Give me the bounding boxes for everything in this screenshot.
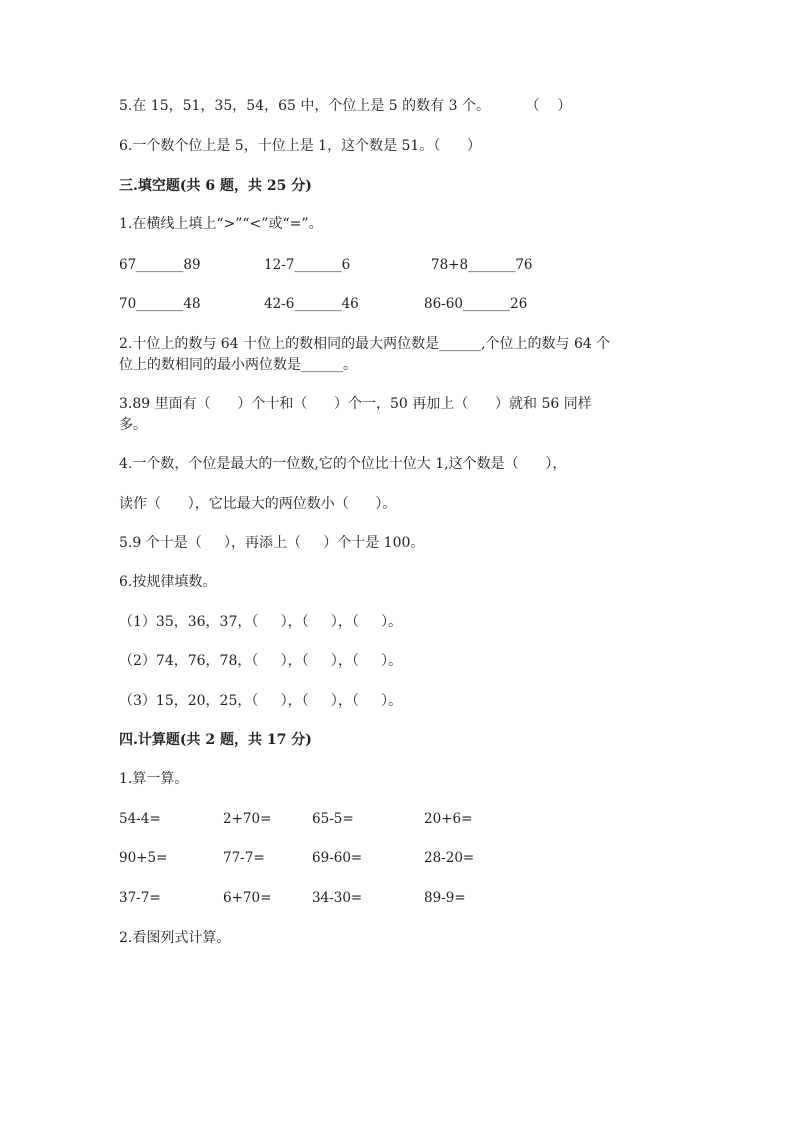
calc-item: 89-9= (424, 890, 466, 906)
calc-item: 37-7= (119, 890, 161, 906)
calc-item: 77-7= (223, 850, 265, 866)
fill-question-4-line-1: 4.一个数，个位是最大的一位数,它的个位比十位大 1,这个数是（ ）， (119, 456, 567, 472)
sequence-2: （2）74，76，78，（ ），（ ），（ ）。 (119, 653, 403, 669)
sequence-1: （1）35，36，37，（ ），（ ），（ ）。 (119, 614, 403, 630)
calc-item: 69-60= (312, 850, 363, 866)
calc-item: 28-20= (424, 850, 475, 866)
section-3-title: 三.填空题(共 6 题，共 25 分) (119, 178, 312, 194)
calc-item: 65-5= (312, 811, 354, 827)
calc-item: 54-4= (119, 811, 161, 827)
calc-item: 20+6= (424, 811, 473, 827)
fill-question-4-line-2: 读作（ ），它比最大的两位数小（ ）。 (119, 496, 397, 512)
calc-question-1: 1.算一算。 (119, 771, 189, 787)
compare-item: 70_______48 (119, 296, 201, 312)
judge-question-5: 5.在 15，51，35，54，65 中，个位上是 5 的数有 3 个。 （ ） (119, 98, 572, 114)
calc-item: 2+70= (223, 811, 272, 827)
section-4-title: 四.计算题(共 2 题，共 17 分) (119, 732, 312, 748)
fill-question-2-line-1: 2.十位上的数与 64 十位上的数相同的最大两位数是______,个位上的数与 64 个 (119, 336, 611, 352)
fill-question-5: 5.9 个十是（ ），再添上（ ）个十是 100。 (119, 535, 425, 551)
calc-question-2: 2.看图列式计算。 (119, 930, 231, 946)
compare-item: 42-6_______46 (264, 296, 359, 312)
fill-question-1: 1.在横线上填上“>”“<”或“=”。 (119, 216, 323, 232)
sequence-3: （3）15，20，25，（ ），（ ），（ ）。 (119, 693, 403, 709)
compare-item: 67_______89 (119, 257, 201, 273)
compare-item: 78+8_______76 (431, 257, 533, 273)
fill-question-3-line-2: 多。 (119, 417, 147, 433)
fill-question-6: 6.按规律填数。 (119, 574, 217, 590)
fill-question-2-line-2: 位上的数相同的最小两位数是______。 (119, 357, 357, 373)
judge-question-6: 6.一个数个位上是 5，十位上是 1，这个数是 51。（ ） (119, 138, 482, 154)
compare-item: 12-7_______6 (264, 257, 351, 273)
calc-item: 34-30= (312, 890, 363, 906)
compare-item: 86-60_______26 (424, 296, 528, 312)
fill-question-3-line-1: 3.89 里面有（ ）个十和（ ）个一，50 再加上（ ）就和 56 同样 (119, 396, 592, 412)
calc-item: 90+5= (119, 850, 168, 866)
calc-item: 6+70= (223, 890, 272, 906)
